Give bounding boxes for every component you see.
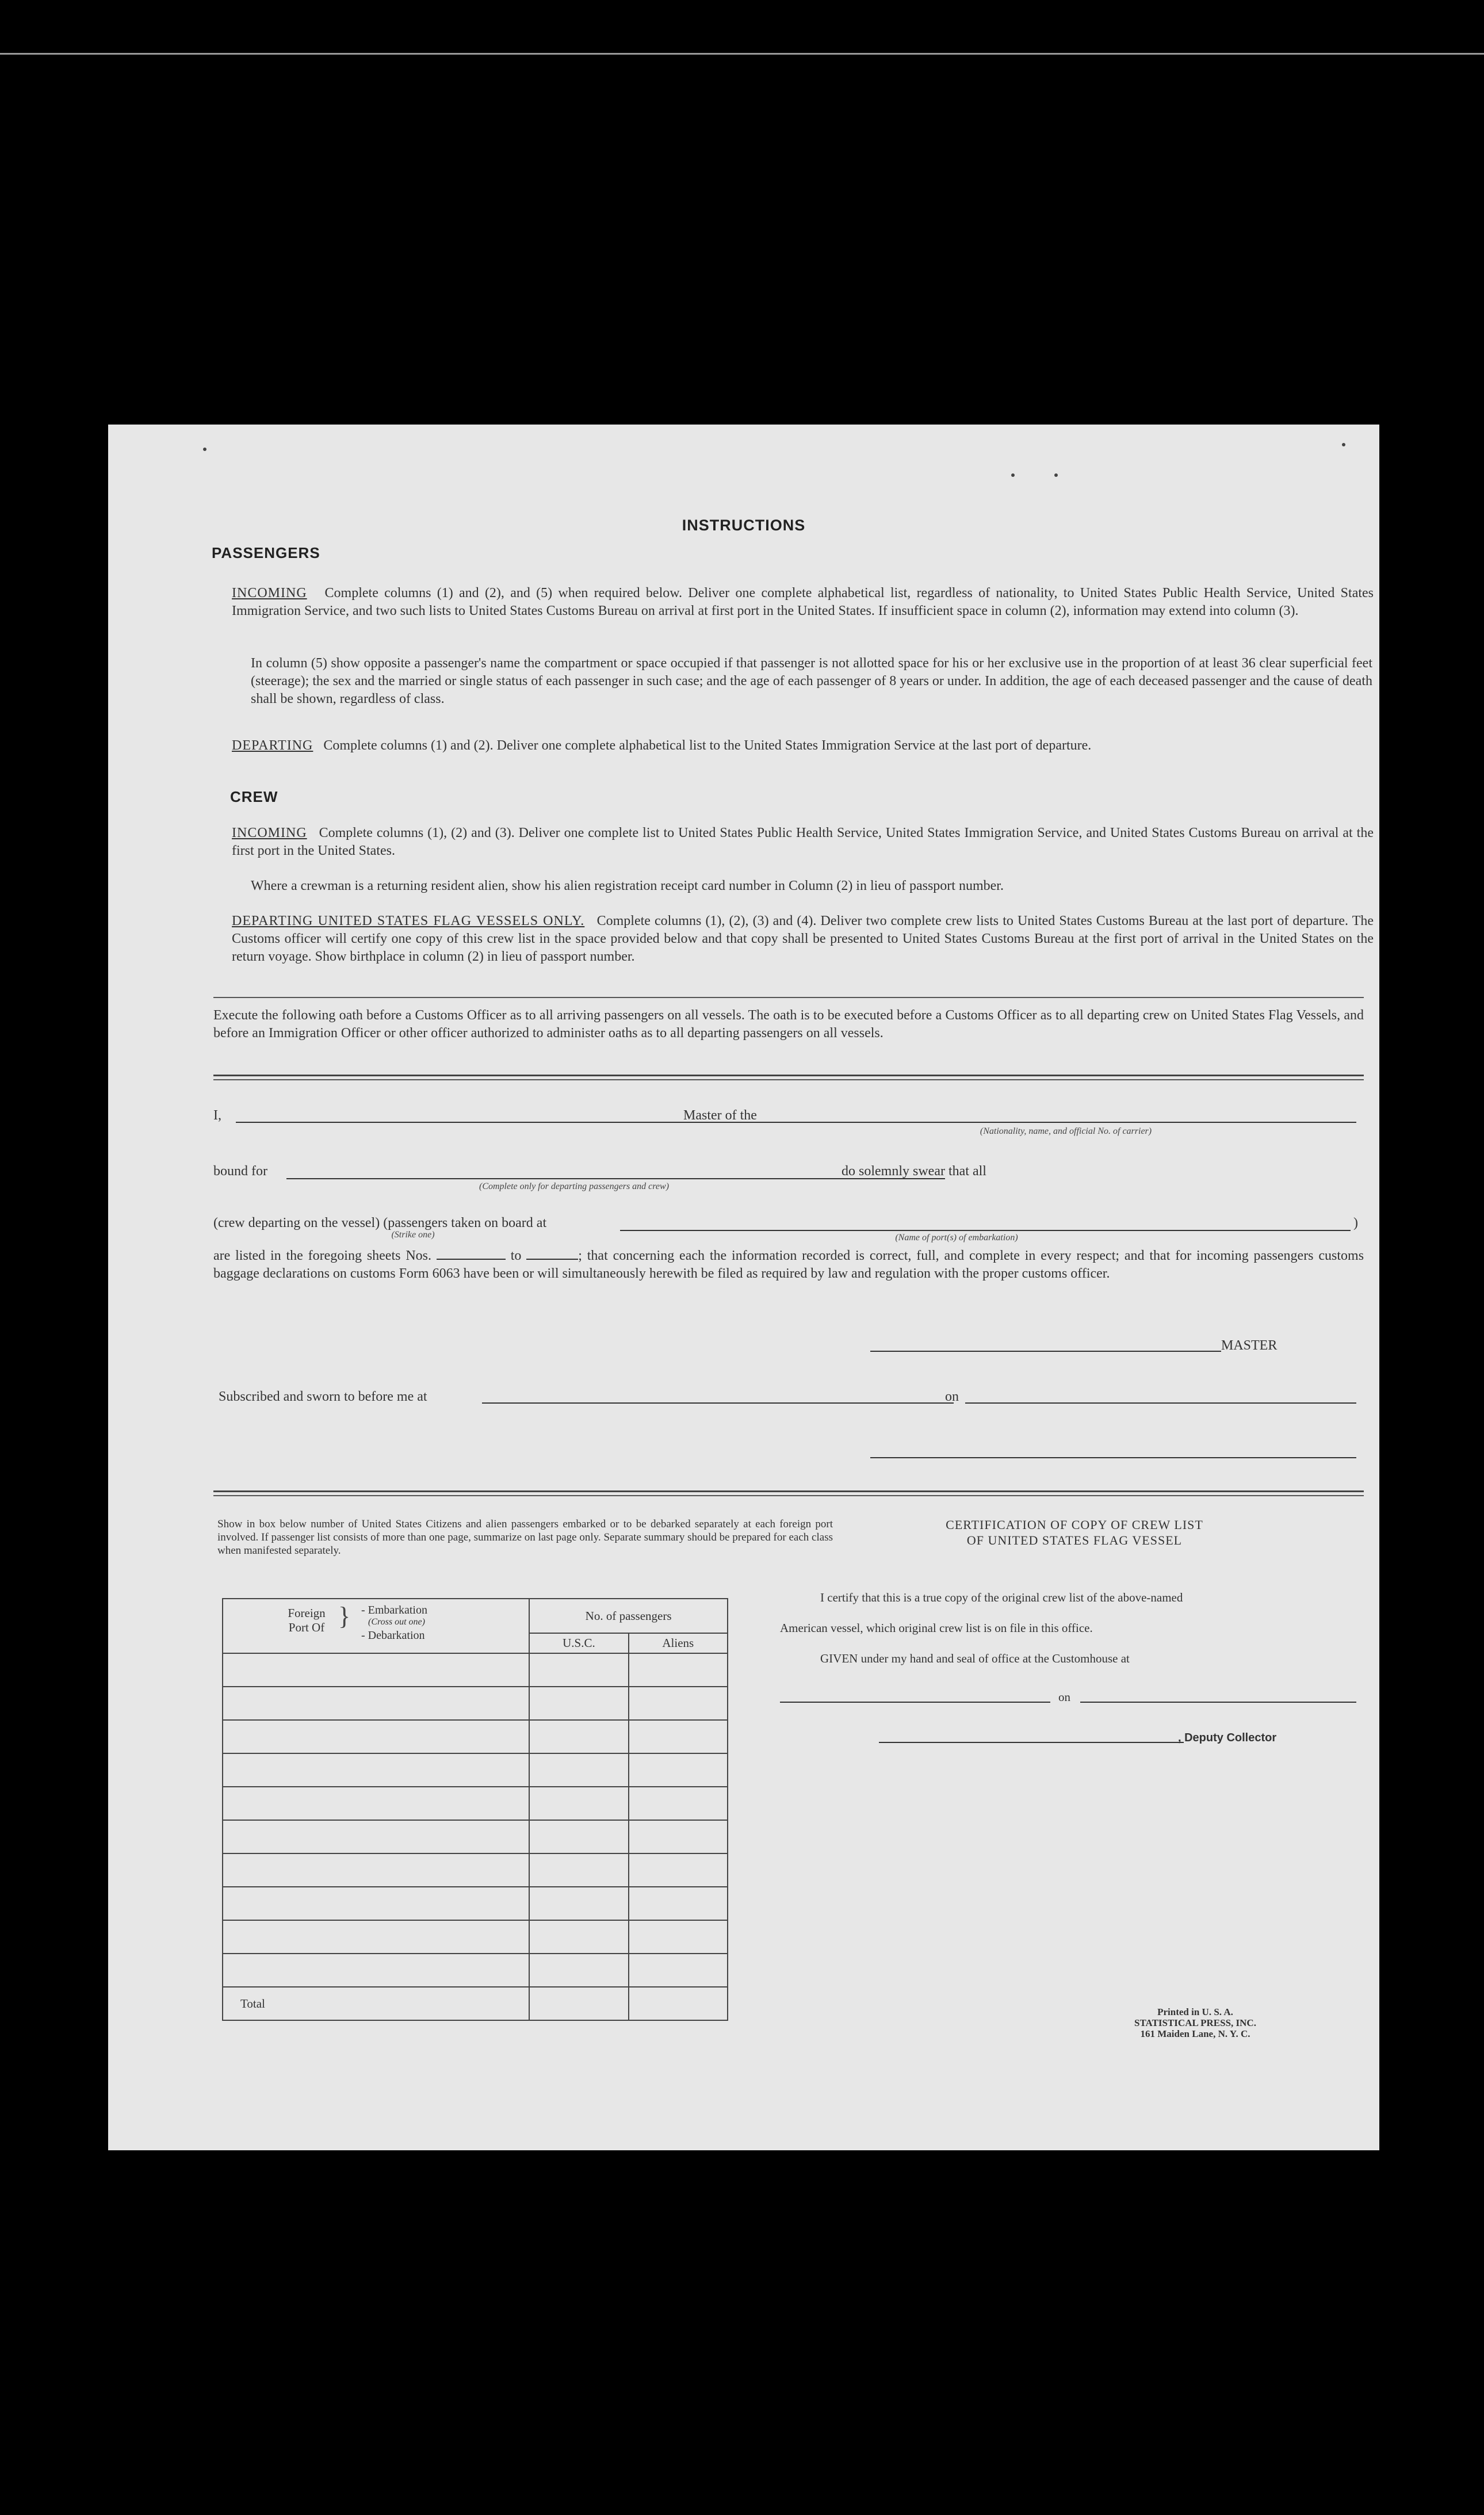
master-label: MASTER — [1221, 1338, 1278, 1353]
sworn-place-field[interactable] — [482, 1402, 954, 1404]
summary-instructions: Show in box below number of United States Citizens and alien passengers embarked or to be debarked separately at each foreign port involved. If passenger list consists of more than one page, summarize on last page only. Separate summary should be prepared for each class when manifested separately. — [217, 1518, 833, 1557]
table-row — [223, 1720, 728, 1753]
aliens-cell[interactable] — [629, 1653, 728, 1687]
passengers-departing-label: DEPARTING — [232, 738, 313, 753]
speck — [1011, 473, 1015, 477]
carrier-field[interactable] — [775, 1122, 1356, 1123]
aliens-cell[interactable] — [629, 1753, 728, 1787]
swear-label: do solemnly swear that all — [842, 1164, 986, 1179]
sworn-date-field[interactable] — [965, 1402, 1356, 1404]
strike-one-caption: (Strike one) — [391, 1230, 435, 1240]
crew-heading: CREW — [230, 788, 278, 805]
passengers-departing-paragraph — [232, 737, 1374, 755]
crew-incoming-paragraph — [232, 824, 1374, 860]
crew-passengers-line: (crew departing on the vessel) (passengers taken on board at — [213, 1216, 547, 1230]
port-cell[interactable] — [223, 1920, 529, 1954]
port-cell[interactable] — [223, 1853, 529, 1887]
certify-line2: American vessel, which original crew list is on file in this office. — [780, 1621, 1093, 1635]
table-row — [223, 1887, 728, 1920]
certification-on-label: on — [1058, 1690, 1070, 1704]
film-edge-line — [0, 53, 1484, 55]
usc-cell[interactable] — [529, 1920, 628, 1954]
crew-incoming-text: Complete columns (1), (2) and (3). Deliver one complete list to United States Public Health Service, United States Immigration Service, and United States Customs Bureau on arrival at the first port in the United States. — [232, 825, 1374, 858]
usc-header: U.S.C. — [529, 1633, 628, 1653]
aliens-cell[interactable] — [629, 1687, 728, 1720]
total-label: Total — [223, 1987, 529, 2020]
sheets-rest-text: ; that concerning each the information recorded is correct, full, and complete in every respect; and that for incoming passengers customs baggage declarations on customs Form 6063 have been or will simultaneously herewith be filed as required by law and regulation with the proper customs officer. — [213, 1248, 1364, 1281]
oath-i-label: I, — [213, 1108, 221, 1123]
foreign-port-header — [223, 1599, 529, 1653]
customhouse-field[interactable] — [780, 1702, 1050, 1703]
sworn-on-label: on — [945, 1389, 959, 1404]
certify-line1: I certify that this is a true copy of the original crew list of the above-named — [820, 1591, 1183, 1604]
divider-bottom-top — [213, 1490, 1364, 1492]
master-signature-field[interactable] — [870, 1351, 1221, 1352]
total-aliens-cell[interactable] — [629, 1987, 728, 2020]
embarkation-label: - Embarkation — [361, 1604, 427, 1616]
certification-date-field[interactable] — [1080, 1702, 1356, 1703]
table-row — [223, 1920, 728, 1954]
sheets-to-label: to — [510, 1248, 522, 1263]
aliens-cell[interactable] — [629, 1853, 728, 1887]
speck — [203, 448, 206, 451]
sheet-to-field[interactable] — [526, 1248, 578, 1260]
aliens-cell[interactable] — [629, 1887, 728, 1920]
debarkation-label: - Debarkation — [361, 1629, 425, 1642]
printer-line1: Printed in U. S. A. — [1157, 2006, 1233, 2017]
divider-double-bottom — [213, 1079, 1364, 1080]
aliens-cell[interactable] — [629, 1920, 728, 1954]
port-cell[interactable] — [223, 1820, 529, 1853]
given-text: GIVEN under my hand and seal of office at the Customhouse at — [820, 1652, 1130, 1665]
aliens-cell[interactable] — [629, 1954, 728, 1987]
speck — [1054, 473, 1058, 477]
table-row — [223, 1954, 728, 1987]
foreign-port-of-label: Foreign Port Of — [288, 1606, 326, 1634]
port-cell[interactable] — [223, 1653, 529, 1687]
aliens-cell[interactable] — [629, 1820, 728, 1853]
table-row — [223, 1653, 728, 1687]
passengers-departing-text: Complete columns (1) and (2). Deliver one complete alphabetical list to the United States Immigration Service at the last port of departure. — [323, 738, 1092, 753]
oath-instructions: Execute the following oath before a Customs Officer as to all arriving passengers on all vessels. The oath is to be executed before a Customs Officer as to all departing crew on United States Flag Vessels, and before an Immigration Officer or other officer authorized to administer oaths as to all departing passengers on all vessels. — [213, 1008, 1364, 1041]
subscribed-label: Subscribed and sworn to before me at — [219, 1389, 427, 1404]
total-row — [223, 1987, 728, 2020]
crew-departing-paragraph — [232, 912, 1374, 966]
port-cell[interactable] — [223, 1954, 529, 1987]
divider-double-top — [213, 1075, 1364, 1076]
sheets-paragraph — [213, 1247, 1364, 1283]
aliens-header: Aliens — [629, 1633, 728, 1653]
usc-cell[interactable] — [529, 1887, 628, 1920]
crew-returning-text: Where a crewman is a returning resident alien, show his alien registration receipt card number in Column (2) in lieu of passport number. — [251, 878, 1004, 893]
passengers-incoming-label: INCOMING — [232, 586, 307, 601]
divider — [213, 997, 1364, 998]
embarkation-caption: (Name of port(s) of embarkation) — [895, 1233, 1018, 1243]
port-cell[interactable] — [223, 1753, 529, 1787]
table-row — [223, 1753, 728, 1787]
usc-cell[interactable] — [529, 1820, 628, 1853]
passengers-incoming-paragraph — [232, 584, 1374, 620]
deputy-collector-label: , Deputy Collector — [1178, 1732, 1277, 1744]
port-cell[interactable] — [223, 1887, 529, 1920]
usc-cell[interactable] — [529, 1853, 628, 1887]
passengers-incoming-text: Complete columns (1) and (2), and (5) when required below. Deliver one complete alphabetical list, regardless of nationality, to United States Public Health Service, United States Immigration Service, and two such lists to United States Customs Bureau on arrival at first port in the United States. If insufficient space in column (2), information may extend into column (3). — [232, 586, 1374, 618]
cross-out-label: (Cross out one) — [368, 1617, 425, 1627]
bound-for-label: bound for — [213, 1164, 267, 1179]
usc-cell[interactable] — [529, 1720, 628, 1753]
embarkation-port-field[interactable] — [620, 1230, 1351, 1231]
close-paren: ) — [1353, 1216, 1358, 1230]
usc-cell[interactable] — [529, 1954, 628, 1987]
printer-line3: 161 Maiden Lane, N. Y. C. — [1140, 2028, 1250, 2039]
master-of-label: Master of the — [683, 1108, 757, 1123]
sheets-text: are listed in the foregoing sheets Nos. — [213, 1248, 431, 1263]
usc-cell[interactable] — [529, 1753, 628, 1787]
certification-title-line1: CERTIFICATION OF COPY OF CREW LIST — [946, 1518, 1203, 1532]
table-row — [223, 1687, 728, 1720]
crew-departing-text: Complete columns (1), (2), (3) and (4). Deliver two complete crew lists to United States Customs Bureau at the last port of departure. The Customs officer will certify one copy of this crew list in the space provided below and that copy shall be presented to United States Customs Bureau at the first port of arrival in the United States on the return voyage. Show birthplace in column (2) in lieu of passport number. — [232, 913, 1374, 964]
carrier-caption: (Nationality, name, and official No. of carrier) — [980, 1126, 1152, 1136]
table-row — [223, 1853, 728, 1887]
crew-departing-label: DEPARTING UNITED STATES FLAG VESSELS ONLY. — [232, 913, 585, 928]
deputy-signature-field[interactable] — [879, 1742, 1184, 1743]
total-usc-cell[interactable] — [529, 1987, 628, 2020]
table-row — [223, 1820, 728, 1853]
brace-icon: } — [338, 1602, 351, 1630]
certification-title-line2: OF UNITED STATES FLAG VESSEL — [966, 1533, 1183, 1547]
table-row — [223, 1787, 728, 1820]
crew-incoming-label: INCOMING — [232, 825, 307, 840]
document-page — [108, 425, 1379, 2150]
speck — [1342, 443, 1345, 446]
passenger-summary-table — [222, 1598, 728, 2021]
divider-bottom-bottom — [213, 1495, 1364, 1496]
page-title: INSTRUCTIONS — [682, 517, 806, 534]
passengers-heading: PASSENGERS — [212, 544, 320, 561]
port-cell[interactable] — [223, 1687, 529, 1720]
bound-for-caption: (Complete only for departing passengers and crew) — [479, 1182, 670, 1191]
passengers-column5-text: In column (5) show opposite a passenger's name the compartment or space occupied if that passenger is not allotted space for his or her exclusive use in the proportion of at least 36 clear superficial feet (steerage); the sex and the married or single status of each passenger in such case; and the age of each passenger of 8 years or under. In addition, the age of each deceased passenger and the cause of death shall be shown, regardless of class. — [251, 656, 1372, 706]
usc-cell[interactable] — [529, 1787, 628, 1820]
aliens-cell[interactable] — [629, 1720, 728, 1753]
sheet-from-field[interactable] — [437, 1248, 506, 1260]
printer-line2: STATISTICAL PRESS, INC. — [1134, 2017, 1256, 2028]
printer-imprint — [1109, 2006, 1282, 2039]
port-cell[interactable] — [223, 1787, 529, 1820]
port-cell[interactable] — [223, 1720, 529, 1753]
officer-signature-field[interactable] — [870, 1457, 1356, 1458]
no-of-passengers-header: No. of passengers — [529, 1599, 728, 1633]
usc-cell[interactable] — [529, 1687, 628, 1720]
usc-cell[interactable] — [529, 1653, 628, 1687]
aliens-cell[interactable] — [629, 1787, 728, 1820]
